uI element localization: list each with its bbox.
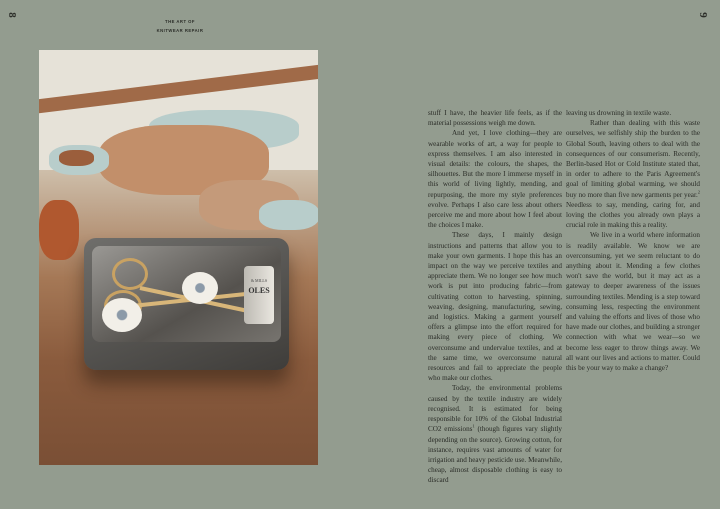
thread-spool <box>102 298 142 332</box>
paragraph: We live in a world where information is readily available. We know we are overconsuming, yet we seem reluctant to do anything about it. Mending a few clothes won't save the world, but it may act as a gateway to deeper awareness of the issues surrounding textiles. Mending is a step toward consuming less, respecting the environment and valuing the efforts and lives of those who have made our clothes, and building a stronger connection with what we wear—so we become less eager to throw things away. We all want our lives and actions to matter. Could this be your way to make a change? <box>566 231 700 373</box>
mending-tin-photo <box>39 50 318 465</box>
paragraph <box>428 383 562 485</box>
scissors-handle <box>112 258 148 290</box>
vial-label-top: & MILLS <box>250 278 268 283</box>
footnote-ref: 2 <box>697 189 700 195</box>
paragraph: leaving us drowning in textile waste. <box>566 109 672 117</box>
text-column-1 <box>428 108 562 486</box>
running-head-line1: THE ART OF <box>165 19 195 24</box>
tin-interior <box>92 246 281 342</box>
paragraph-text: (though figures vary slightly depending on the source). Growing cotton, for instance, requires vast amounts of water for irrigation and heavy pesticide use. Meanwhile, cheap, almost disposable clothing is easy to discard <box>428 425 562 485</box>
needle-vial <box>244 266 274 324</box>
page-number-left: 8 <box>5 12 18 18</box>
paragraph-text: Today, the environmental problems caused by the textile industry are widely recognised. It is estimated for being responsible for 10% of the Global Industrial CO2 emissions <box>428 384 562 434</box>
paragraph: stuff I have, the heavier life feels, as if the material possessions weigh me down. <box>428 109 562 128</box>
paragraph-text: Needless to say, mending, caring for, and loving the clothes you already own plays a crucial role in making this a reality. <box>566 200 700 230</box>
paragraph-text: Rather than dealing with this waste ourselves, we selfishly ship the burden to the Global South, leaving others to deal with the consequences of our consumerism. Recently, Berlin-based Hot or Cold Institute stated that, in order to adhere to the Paris Agreement's goal of limiting global warming, we should buy no more than five new garments per year. <box>566 119 700 199</box>
page-number-right: 9 <box>696 12 709 18</box>
text-column-2 <box>566 108 700 373</box>
paragraph <box>566 118 700 230</box>
footnote-ref: 1 <box>472 423 475 429</box>
sewing-tin <box>84 238 289 370</box>
vial-label: OLES <box>248 286 270 295</box>
running-head-line2: KNITWEAR REPAIR <box>156 28 204 33</box>
thread-spool <box>182 272 218 304</box>
paragraph: And yet, I love clothing—they are wearable works of art, a way for people to express themselves. I am also interested in visual details: the colours, the shapes, the silhouettes. But the more I immerse myself in this world of living lightly, mending, and repurposing, the more my style preferences evolve. Perhaps I also care less about others perceive me and more about how I feel about the choices I make. <box>428 129 562 230</box>
paragraph: These days, I mainly design instructions and patterns that allow you to make your own garments. I hope this has an impact on the way we perceive textiles and appreciate them. We no longer see how much work is put into producing fabric—from cultivating cotton to harvesting, spinning, weaving, designing, manufacturing, sewing, and logistics. Making a garment yourself offers a glimpse into the effort required for making every piece of clothing. We overconsume and undervalue textiles, and at the same time, we overconsume natural resources and fail to appreciate the people who make our clothes. <box>428 231 562 383</box>
running-head <box>150 17 210 35</box>
